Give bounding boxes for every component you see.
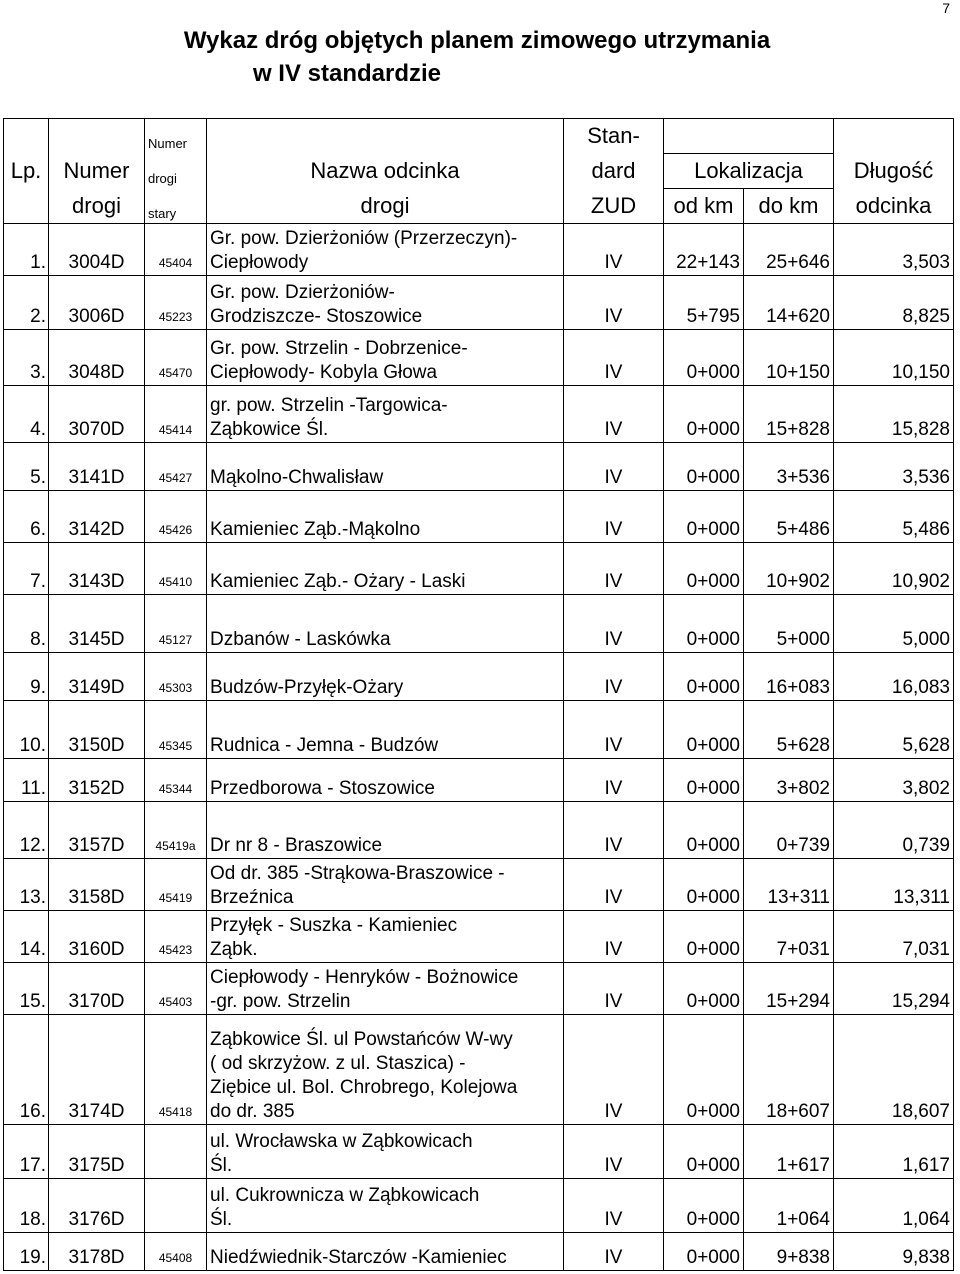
from-km-cell: 22+143 (664, 223, 744, 275)
road-number-cell: 3170D (49, 962, 145, 1014)
lp-cell: 7. (4, 542, 49, 594)
old-number-cell (145, 1178, 207, 1232)
road-number-cell: 3006D (49, 275, 145, 329)
table-row (4, 490, 954, 542)
section-name-cell: Gr. pow. Dzierżoniów (Przerzeczyn)- Ciepłowody (207, 223, 564, 275)
length-cell: 3,536 (834, 442, 954, 490)
header-numer: Numer (49, 153, 145, 188)
table-row (4, 700, 954, 758)
standard-cell: IV (564, 223, 664, 275)
standard-cell: IV (564, 1178, 664, 1232)
standard-cell: IV (564, 1014, 664, 1124)
lp-cell: 10. (4, 700, 49, 758)
standard-cell: IV (564, 594, 664, 652)
old-number-cell: 45345 (145, 700, 207, 758)
lp-cell: 6. (4, 490, 49, 542)
old-number-cell: 45426 (145, 490, 207, 542)
table-row (4, 910, 954, 962)
to-km-cell: 5+000 (744, 594, 834, 652)
road-number-cell: 3149D (49, 652, 145, 700)
road-number-cell: 3141D (49, 442, 145, 490)
from-km-cell: 0+000 (664, 442, 744, 490)
to-km-cell: 25+646 (744, 223, 834, 275)
to-km-cell: 7+031 (744, 910, 834, 962)
road-number-cell: 3142D (49, 490, 145, 542)
to-km-cell: 3+802 (744, 758, 834, 801)
section-name-cell: Niedźwiednik-Starczów -Kamieniec (207, 1232, 564, 1270)
length-cell: 3,802 (834, 758, 954, 801)
to-km-cell: 16+083 (744, 652, 834, 700)
section-name-cell: Rudnica - Jemna - Budzów (207, 700, 564, 758)
to-km-cell: 1+617 (744, 1124, 834, 1178)
road-number-cell: 3143D (49, 542, 145, 594)
road-number-cell: 3178D (49, 1232, 145, 1270)
standard-cell: IV (564, 490, 664, 542)
header-std-3: ZUD (564, 188, 664, 223)
table-row (4, 1178, 954, 1232)
old-number-cell: 45408 (145, 1232, 207, 1270)
section-name-cell: Od dr. 385 -Strąkowa-Braszowice - Brzeźnica (207, 858, 564, 910)
header-stary-3: stary (145, 188, 207, 223)
lp-cell: 8. (4, 594, 49, 652)
from-km-cell: 0+000 (664, 490, 744, 542)
to-km-cell: 15+828 (744, 385, 834, 442)
from-km-cell: 0+000 (664, 329, 744, 385)
lp-cell: 9. (4, 652, 49, 700)
page-title (0, 24, 960, 90)
standard-cell: IV (564, 329, 664, 385)
length-cell: 10,150 (834, 329, 954, 385)
old-number-cell: 45423 (145, 910, 207, 962)
roads-table (3, 118, 954, 1271)
road-number-cell: 3158D (49, 858, 145, 910)
table-row (4, 1124, 954, 1178)
standard-cell: IV (564, 758, 664, 801)
table-row (4, 223, 954, 275)
from-km-cell: 0+000 (664, 385, 744, 442)
table-body (4, 223, 954, 1270)
section-name-cell: gr. pow. Strzelin -Targowica- Ząbkowice Śl. (207, 385, 564, 442)
standard-cell: IV (564, 801, 664, 858)
road-number-cell: 3160D (49, 910, 145, 962)
length-cell: 10,902 (834, 542, 954, 594)
table-row (4, 329, 954, 385)
table-row (4, 594, 954, 652)
road-number-cell: 3152D (49, 758, 145, 801)
header-nazwa-1: Nazwa odcinka (207, 153, 564, 188)
lp-cell: 19. (4, 1232, 49, 1270)
old-number-cell: 45418 (145, 1014, 207, 1124)
from-km-cell: 0+000 (664, 542, 744, 594)
road-number-cell: 3175D (49, 1124, 145, 1178)
standard-cell: IV (564, 275, 664, 329)
old-number-cell: 45414 (145, 385, 207, 442)
road-number-cell: 3048D (49, 329, 145, 385)
standard-cell: IV (564, 442, 664, 490)
lp-cell: 4. (4, 385, 49, 442)
length-cell: 1,064 (834, 1178, 954, 1232)
from-km-cell: 5+795 (664, 275, 744, 329)
from-km-cell: 0+000 (664, 1014, 744, 1124)
from-km-cell: 0+000 (664, 1124, 744, 1178)
header-nazwa-2: drogi (207, 188, 564, 223)
standard-cell: IV (564, 1232, 664, 1270)
length-cell: 9,838 (834, 1232, 954, 1270)
lp-cell: 11. (4, 758, 49, 801)
table-row (4, 962, 954, 1014)
lp-cell: 13. (4, 858, 49, 910)
header-nazwa-top (207, 119, 564, 154)
road-number-cell: 3150D (49, 700, 145, 758)
length-cell: 16,083 (834, 652, 954, 700)
table-row (4, 1014, 954, 1124)
to-km-cell: 3+536 (744, 442, 834, 490)
standard-cell: IV (564, 910, 664, 962)
header-dl-2: odcinka (834, 188, 954, 223)
table-row (4, 542, 954, 594)
length-cell: 3,503 (834, 223, 954, 275)
road-number-cell: 3174D (49, 1014, 145, 1124)
header-numer-sub: drogi (49, 188, 145, 223)
old-number-cell: 45303 (145, 652, 207, 700)
header-stary-1: Numer (145, 119, 207, 154)
lp-cell: 5. (4, 442, 49, 490)
length-cell: 1,617 (834, 1124, 954, 1178)
from-km-cell: 0+000 (664, 652, 744, 700)
old-number-cell: 45427 (145, 442, 207, 490)
length-cell: 18,607 (834, 1014, 954, 1124)
from-km-cell: 0+000 (664, 1232, 744, 1270)
old-number-cell: 45470 (145, 329, 207, 385)
section-name-cell: Przyłęk - Suszka - Kamieniec Ząbk. (207, 910, 564, 962)
table-row (4, 858, 954, 910)
table-row (4, 1232, 954, 1270)
lp-cell: 12. (4, 801, 49, 858)
length-cell: 7,031 (834, 910, 954, 962)
title-line-1: Wykaz dróg objętych planem zimowego utrzymania (183, 27, 771, 54)
section-name-cell: Przedborowa - Stoszowice (207, 758, 564, 801)
from-km-cell: 0+000 (664, 594, 744, 652)
lp-cell: 3. (4, 329, 49, 385)
section-name-cell: Kamieniec Ząb.-Mąkolno (207, 490, 564, 542)
road-number-cell: 3070D (49, 385, 145, 442)
lp-cell: 1. (4, 223, 49, 275)
old-number-cell: 45404 (145, 223, 207, 275)
table-row (4, 442, 954, 490)
road-number-cell: 3157D (49, 801, 145, 858)
length-cell: 5,628 (834, 700, 954, 758)
length-cell: 5,000 (834, 594, 954, 652)
old-number-cell: 45127 (145, 594, 207, 652)
lp-cell: 2. (4, 275, 49, 329)
header-dl-top (834, 119, 954, 154)
section-name-cell: Gr. pow. Dzierżoniów- Grodziszcze- Stoszowice (207, 275, 564, 329)
from-km-cell: 0+000 (664, 858, 744, 910)
to-km-cell: 9+838 (744, 1232, 834, 1270)
section-name-cell: Kamieniec Ząb.- Ożary - Laski (207, 542, 564, 594)
lp-cell: 14. (4, 910, 49, 962)
to-km-cell: 18+607 (744, 1014, 834, 1124)
standard-cell: IV (564, 652, 664, 700)
section-name-cell: ul. Cukrownicza w Ząbkowicach Śl. (207, 1178, 564, 1232)
table-row (4, 758, 954, 801)
section-name-cell: Ząbkowice Śl. ul Powstańców W-wy ( od skrzyżow. z ul. Staszica) - Ziębice ul. Bol. Chrobrego, Kolejowa do dr. 385 (207, 1014, 564, 1124)
standard-cell: IV (564, 858, 664, 910)
section-name-cell: Ciepłowody - Henryków - Bożnowice -gr. pow. Strzelin (207, 962, 564, 1014)
header-numer-top (49, 119, 145, 154)
page-number: 7 (942, 0, 950, 16)
header-lok-top (664, 119, 834, 154)
to-km-cell: 10+902 (744, 542, 834, 594)
standard-cell: IV (564, 385, 664, 442)
header-stary-2: drogi (145, 153, 207, 188)
to-km-cell: 14+620 (744, 275, 834, 329)
to-km-cell: 1+064 (744, 1178, 834, 1232)
section-name-cell: Budzów-Przyłęk-Ożary (207, 652, 564, 700)
section-name-cell: Dzbanów - Laskówka (207, 594, 564, 652)
old-number-cell: 45410 (145, 542, 207, 594)
old-number-cell: 45403 (145, 962, 207, 1014)
lp-cell: 16. (4, 1014, 49, 1124)
to-km-cell: 15+294 (744, 962, 834, 1014)
standard-cell: IV (564, 542, 664, 594)
section-name-cell: Gr. pow. Strzelin - Dobrzenice- Ciepłowody- Kobyla Głowa (207, 329, 564, 385)
header-lp-bottom (4, 188, 49, 223)
header-std-1: Stan- (564, 119, 664, 154)
header-lp: Lp. (4, 153, 49, 188)
standard-cell: IV (564, 962, 664, 1014)
road-number-cell: 3145D (49, 594, 145, 652)
from-km-cell: 0+000 (664, 1178, 744, 1232)
header-lp-top (4, 119, 49, 154)
standard-cell: IV (564, 1124, 664, 1178)
table-row (4, 801, 954, 858)
from-km-cell: 0+000 (664, 700, 744, 758)
length-cell: 15,294 (834, 962, 954, 1014)
header-std-2: dard (564, 153, 664, 188)
table-row (4, 652, 954, 700)
table-row (4, 275, 954, 329)
length-cell: 0,739 (834, 801, 954, 858)
old-number-cell: 45344 (145, 758, 207, 801)
header-do-km: do km (744, 188, 834, 223)
section-name-cell: ul. Wrocławska w Ząbkowicach Śl. (207, 1124, 564, 1178)
to-km-cell: 5+486 (744, 490, 834, 542)
from-km-cell: 0+000 (664, 801, 744, 858)
lp-cell: 18. (4, 1178, 49, 1232)
section-name-cell: Mąkolno-Chwalisław (207, 442, 564, 490)
road-number-cell: 3004D (49, 223, 145, 275)
lp-cell: 17. (4, 1124, 49, 1178)
length-cell: 8,825 (834, 275, 954, 329)
header-od-km: od km (664, 188, 744, 223)
length-cell: 15,828 (834, 385, 954, 442)
old-number-cell: 45419 (145, 858, 207, 910)
table-header (4, 119, 954, 224)
section-name-cell: Dr nr 8 - Braszowice (207, 801, 564, 858)
table-row (4, 385, 954, 442)
from-km-cell: 0+000 (664, 962, 744, 1014)
road-number-cell: 3176D (49, 1178, 145, 1232)
length-cell: 5,486 (834, 490, 954, 542)
to-km-cell: 0+739 (744, 801, 834, 858)
to-km-cell: 5+628 (744, 700, 834, 758)
header-dl-1: Długość (834, 153, 954, 188)
from-km-cell: 0+000 (664, 758, 744, 801)
old-number-cell: 45419a (145, 801, 207, 858)
header-lokalizacja: Lokalizacja (664, 153, 834, 188)
title-line-2: w IV standardzie (252, 60, 442, 87)
old-number-cell: 45223 (145, 275, 207, 329)
length-cell: 13,311 (834, 858, 954, 910)
old-number-cell (145, 1124, 207, 1178)
standard-cell: IV (564, 700, 664, 758)
from-km-cell: 0+000 (664, 910, 744, 962)
lp-cell: 15. (4, 962, 49, 1014)
to-km-cell: 13+311 (744, 858, 834, 910)
to-km-cell: 10+150 (744, 329, 834, 385)
